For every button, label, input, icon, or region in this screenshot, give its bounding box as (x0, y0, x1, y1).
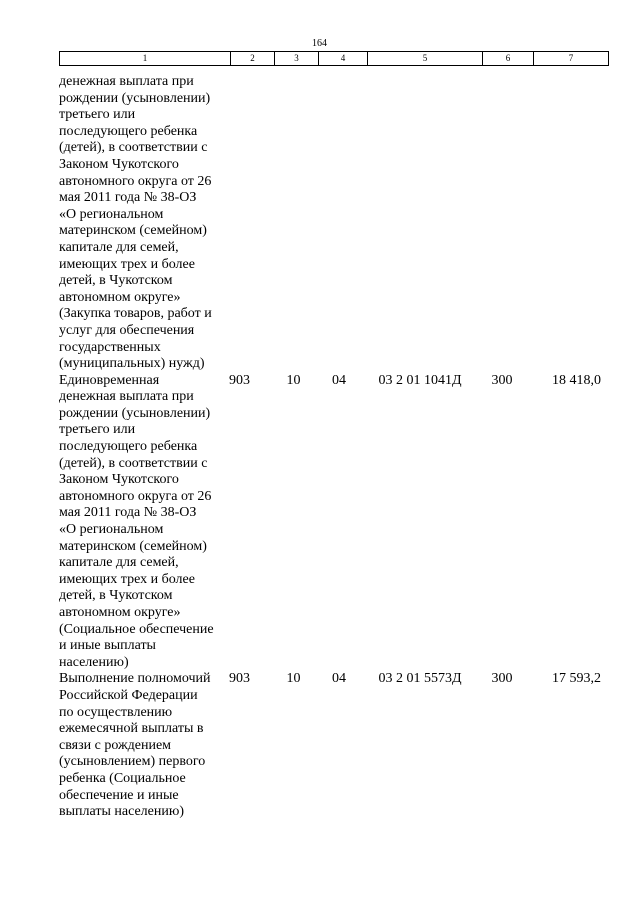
row-amount (527, 74, 601, 373)
row-target-article: 03 2 01 1041Д (378, 372, 462, 388)
header-col-3: 3 (275, 52, 319, 66)
table-row (59, 671, 601, 820)
row-subsection-code: 04 (332, 671, 346, 687)
row-expense-type (477, 74, 527, 373)
row-subsection-code: 04 (332, 372, 346, 388)
row-grbs-code: 903 (229, 372, 250, 388)
row-subsection-code (315, 74, 363, 373)
header-col-7: 7 (534, 52, 609, 66)
row-section-code: 10 (286, 671, 301, 687)
row-description: денежная выплата при рождении (усыновлении) третьего или последующего ребенка (детей), в соответствии с Законом Чукотского автономного округа от 26 мая 2011 года № 38-ОЗ «О региональном материнском (семейном) капитале для семей, имеющих трех и более детей, в Чукотском автономном округе» (Закупка товаров, работ и услуг для обеспечения государственных (муниципальных) нужд) (59, 74, 212, 372)
budget-table (59, 74, 601, 821)
header-col-6: 6 (483, 52, 534, 66)
row-description: Выполнение полномочий Российской Федерации по осуществлению ежемесячной выплаты в связи с рождением (усыновлением) первого ребенка (Социальное обеспечение и иные выплаты населению) (59, 671, 211, 820)
header-row (60, 52, 609, 66)
row-expense-type: 300 (491, 372, 513, 388)
header-col-5: 5 (368, 52, 483, 66)
header-col-2: 2 (231, 52, 275, 66)
row-expense-type: 300 (491, 671, 513, 687)
row-section-code: 10 (286, 372, 301, 388)
column-number-header (59, 51, 609, 66)
page-number: 164 (312, 38, 327, 49)
row-grbs-code (229, 74, 272, 373)
row-amount: 18 418,0 (552, 372, 601, 388)
header-col-4: 4 (319, 52, 368, 66)
table-row (59, 74, 601, 373)
row-description: Единовременная денежная выплата при рождении (усыновлении) третьего или последующего ребенка (детей), в соответствии с Законом Чукотского автономного округа от 26 мая 2011 года № 38-ОЗ «О региональном материнском (семейном) капитале для семей, имеющих трех и более детей, в Чукотском автономном округе» (Социальное обеспечение и иные выплаты населению) (59, 372, 214, 670)
row-grbs-code: 903 (229, 671, 250, 687)
header-col-1: 1 (60, 52, 231, 66)
row-amount: 17 593,2 (552, 671, 601, 687)
table-row (59, 373, 601, 672)
row-target-article (363, 74, 477, 373)
row-section-code (272, 74, 315, 373)
row-target-article: 03 2 01 5573Д (378, 671, 462, 687)
